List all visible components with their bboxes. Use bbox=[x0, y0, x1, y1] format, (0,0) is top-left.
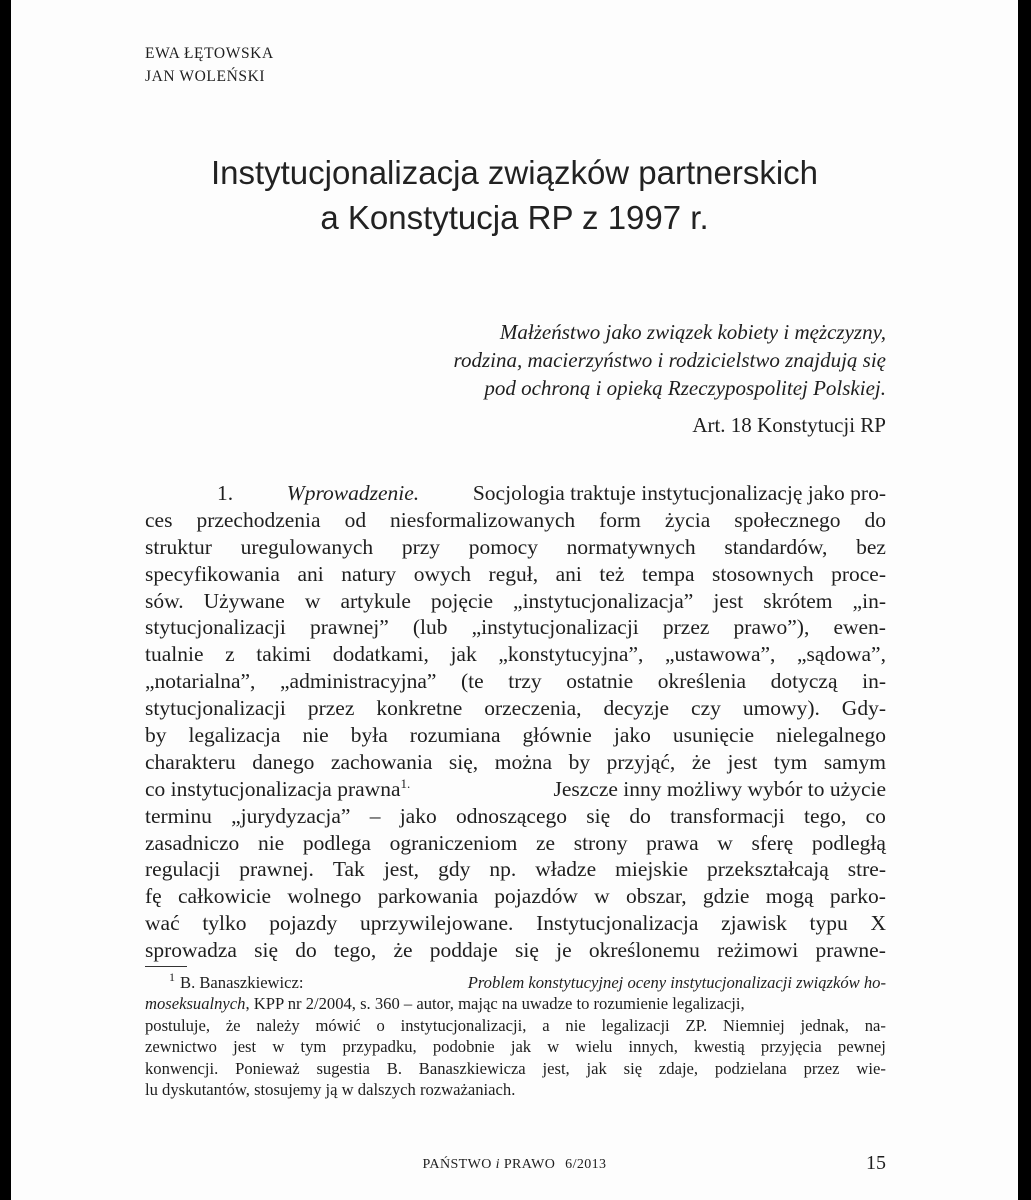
line-part bbox=[145, 776, 410, 803]
word: że bbox=[225, 1015, 241, 1035]
text-line bbox=[145, 749, 886, 776]
word: była bbox=[350, 723, 388, 748]
text-line bbox=[145, 561, 886, 588]
word: w bbox=[594, 884, 610, 909]
word: stytucjonalizacji bbox=[145, 615, 286, 640]
footnote-line bbox=[145, 972, 886, 993]
footnote-line bbox=[145, 1015, 886, 1036]
word: przez bbox=[307, 696, 355, 721]
word: umowy). bbox=[742, 696, 820, 721]
text-line bbox=[145, 776, 886, 803]
text-line bbox=[145, 614, 886, 641]
word: od bbox=[344, 507, 367, 532]
word: – bbox=[369, 803, 381, 828]
word: jako bbox=[399, 803, 437, 828]
word: artykule bbox=[340, 588, 411, 613]
word: przez bbox=[662, 615, 710, 640]
word: mówić bbox=[315, 1015, 361, 1035]
word: by bbox=[145, 723, 167, 748]
footnote-line bbox=[145, 993, 886, 1014]
epigraph-line: rodzina, macierzyństwo i rodzicielstwo znajdują się bbox=[453, 348, 886, 372]
word: samym bbox=[823, 749, 886, 774]
word: tym bbox=[773, 749, 808, 774]
word: je bbox=[556, 938, 572, 963]
word: określonemu bbox=[588, 938, 700, 963]
word: jednak, bbox=[800, 1015, 849, 1035]
word: Ponieważ bbox=[235, 1058, 300, 1078]
word: jak bbox=[586, 1058, 607, 1078]
word: Gdy- bbox=[841, 696, 886, 721]
word: pewnej bbox=[837, 1037, 886, 1057]
word: a bbox=[542, 1015, 550, 1035]
word: czy bbox=[691, 696, 721, 721]
word: „konstytucyjna”, bbox=[498, 642, 644, 667]
footnote bbox=[145, 972, 886, 1100]
word: o bbox=[376, 1015, 385, 1035]
word: „instytucjonalizacja” bbox=[513, 588, 694, 613]
word: należy bbox=[256, 1015, 300, 1035]
word: wielu bbox=[575, 1037, 613, 1057]
word: głównie bbox=[522, 723, 592, 748]
word: jak bbox=[510, 1037, 532, 1057]
word: jest bbox=[233, 1037, 257, 1057]
word: „sądowa”, bbox=[797, 642, 886, 667]
word: parkowania bbox=[377, 884, 479, 909]
word: zdaje, bbox=[658, 1058, 699, 1078]
word: kwestią bbox=[694, 1037, 745, 1057]
word: danego bbox=[252, 749, 315, 774]
word: rozumiana bbox=[409, 723, 501, 748]
word: legalizacji bbox=[601, 1015, 670, 1035]
word: w bbox=[272, 1037, 285, 1057]
text-line bbox=[145, 534, 886, 561]
word: sów. bbox=[145, 588, 184, 613]
word: Instytucjonalizacja bbox=[536, 911, 699, 936]
word: jest bbox=[713, 588, 744, 613]
word: jako bbox=[613, 723, 651, 748]
word: zjawisk bbox=[721, 911, 787, 936]
word: uregulowanych bbox=[240, 534, 374, 559]
word: charakteru bbox=[145, 749, 236, 774]
word: w bbox=[717, 830, 733, 855]
word: sferę bbox=[751, 830, 794, 855]
word: bez bbox=[856, 534, 886, 559]
word: „jurydyzacja” bbox=[231, 803, 351, 828]
word: poddaje bbox=[429, 938, 498, 963]
word: tego, bbox=[333, 938, 377, 963]
epigraph-line: pod ochroną i opieką Rzeczypospolitej Polskiej. bbox=[484, 376, 886, 400]
word: sprowadza bbox=[145, 938, 237, 963]
word: ani bbox=[555, 561, 582, 586]
text-line bbox=[145, 480, 886, 507]
word: Tak bbox=[332, 857, 365, 882]
word: „notarialna”, bbox=[145, 669, 256, 694]
word: przypadku, bbox=[342, 1037, 417, 1057]
line-words: co instytucjonalizacja prawna bbox=[145, 776, 401, 801]
word: ZP. bbox=[685, 1015, 708, 1035]
word: legalizacja bbox=[188, 723, 281, 748]
word: decyzje bbox=[603, 696, 670, 721]
word: że bbox=[691, 749, 711, 774]
journal-name-part: i bbox=[495, 1157, 500, 1172]
word: takimi bbox=[256, 642, 312, 667]
word: się, bbox=[448, 749, 479, 774]
word: ces bbox=[145, 507, 173, 532]
word: orzeczenia, bbox=[484, 696, 582, 721]
word: postuluje, bbox=[145, 1015, 210, 1035]
word: zasadniczo bbox=[145, 830, 240, 855]
word: skrótem bbox=[763, 588, 833, 613]
word: pojazdów bbox=[494, 884, 578, 909]
word: wać bbox=[145, 911, 180, 936]
word: miejskie bbox=[615, 857, 688, 882]
text-line bbox=[145, 668, 886, 695]
word: nie bbox=[565, 1015, 586, 1035]
word: tego, bbox=[803, 803, 847, 828]
word: dotyczą bbox=[770, 669, 838, 694]
section-number: 1. bbox=[217, 481, 234, 505]
word: do bbox=[295, 938, 317, 963]
word: usunięcie bbox=[672, 723, 755, 748]
text-line bbox=[145, 830, 886, 857]
journal-name-part: PAŃSTWO bbox=[422, 1157, 492, 1172]
word: normatywnych bbox=[566, 534, 696, 559]
footnote-lead bbox=[169, 972, 304, 993]
body-text bbox=[145, 480, 886, 964]
word: np. bbox=[489, 857, 517, 882]
word: form bbox=[599, 507, 641, 532]
footnote-reference[interactable]: 1. bbox=[400, 775, 411, 791]
word: na- bbox=[864, 1015, 886, 1035]
word: niesformalizowanych bbox=[390, 507, 576, 532]
word: zewnictwo bbox=[145, 1037, 217, 1057]
word: proce- bbox=[831, 561, 886, 586]
word: gdy bbox=[438, 857, 471, 882]
word: B. bbox=[386, 1058, 402, 1078]
word: zachowania bbox=[330, 749, 433, 774]
word: stosownych bbox=[712, 561, 814, 586]
word: że bbox=[393, 938, 413, 963]
word: X bbox=[870, 911, 886, 936]
text-line bbox=[145, 883, 886, 910]
word: przez bbox=[803, 1058, 840, 1078]
word: Niemniej bbox=[722, 1015, 785, 1035]
word: konkretne bbox=[376, 696, 463, 721]
word: jest, bbox=[383, 857, 420, 882]
word: in- bbox=[862, 669, 886, 694]
word: konwencji. bbox=[145, 1058, 219, 1078]
word: tylko bbox=[202, 911, 247, 936]
word: Banaszkiewicza bbox=[418, 1058, 526, 1078]
word: reguł, bbox=[488, 561, 539, 586]
word: ostatnie bbox=[566, 669, 634, 694]
word: pomocy bbox=[468, 534, 538, 559]
word: w bbox=[547, 1037, 560, 1057]
word: podzielana bbox=[714, 1058, 787, 1078]
word: stytucjonalizacji bbox=[145, 696, 286, 721]
epigraph bbox=[454, 318, 886, 402]
word: innych, bbox=[628, 1037, 678, 1057]
author-name: JAN WOLEŃSKI bbox=[145, 68, 266, 85]
word: całkowicie bbox=[177, 884, 272, 909]
word: się bbox=[586, 803, 611, 828]
word: jak bbox=[450, 642, 477, 667]
word: przekształcają bbox=[707, 857, 829, 882]
word: instytucjonalizacji, bbox=[400, 1015, 527, 1035]
page-number: 15 bbox=[866, 1152, 886, 1174]
word: wolnego bbox=[287, 884, 362, 909]
word: (te bbox=[460, 669, 484, 694]
article-title bbox=[11, 150, 1018, 240]
word: pojęcie bbox=[430, 588, 493, 613]
word: przechodzenia bbox=[196, 507, 321, 532]
word: by bbox=[568, 749, 591, 774]
word: strony bbox=[573, 830, 628, 855]
word: przyjęcia bbox=[760, 1037, 822, 1057]
word: „in- bbox=[852, 588, 886, 613]
word: jest, bbox=[542, 1058, 570, 1078]
word: mogą bbox=[765, 884, 814, 909]
footnote-author: B. Banaszkiewicz: bbox=[180, 973, 304, 992]
journal-issue: 6/2013 bbox=[565, 1157, 607, 1172]
word: prawa bbox=[646, 830, 699, 855]
word: uprzywilejowane. bbox=[359, 911, 514, 936]
text-line bbox=[145, 910, 886, 937]
word: nielegalnego bbox=[776, 723, 886, 748]
word: się bbox=[254, 938, 279, 963]
word: struktur bbox=[145, 534, 212, 559]
word: z bbox=[225, 642, 235, 667]
authors bbox=[145, 42, 274, 88]
word: się bbox=[515, 938, 539, 963]
word: do bbox=[629, 803, 651, 828]
text-line bbox=[145, 803, 886, 830]
word: ewen- bbox=[833, 615, 886, 640]
document-page bbox=[11, 0, 1018, 1200]
epigraph-source: Art. 18 Konstytucji RP bbox=[692, 413, 886, 437]
word: regulacji bbox=[145, 857, 221, 882]
text-line bbox=[145, 856, 886, 883]
journal-name-part: PRAWO bbox=[503, 1157, 556, 1172]
word: reżimowi bbox=[717, 938, 799, 963]
word: jest bbox=[727, 749, 758, 774]
word: fę bbox=[145, 884, 162, 909]
word: „instytucjonalizacji bbox=[471, 615, 639, 640]
footnote-number: 1 bbox=[169, 970, 175, 985]
word: sugestia bbox=[316, 1058, 370, 1078]
word: „ustawowa”, bbox=[664, 642, 776, 667]
footnote-line bbox=[145, 1036, 886, 1057]
word: trzy bbox=[508, 669, 542, 694]
word: się bbox=[623, 1058, 643, 1078]
word: przyjąć, bbox=[606, 749, 676, 774]
text-line bbox=[145, 937, 886, 964]
text-line bbox=[145, 588, 886, 615]
word: terminu bbox=[145, 803, 212, 828]
word: też bbox=[599, 561, 625, 586]
footnote-words: , KPP nr 2/2004, s. 360 – autor, mając na uwadze to rozumienie legalizacji, bbox=[245, 994, 745, 1014]
title-line: a Konstytucja RP z 1997 r. bbox=[320, 199, 709, 236]
word: obszar, bbox=[625, 884, 687, 909]
word: ze bbox=[535, 830, 556, 855]
section-heading: Wprowadzenie. bbox=[286, 481, 420, 505]
word: natury bbox=[341, 561, 397, 586]
word: podlega bbox=[302, 830, 371, 855]
word: „administracyjna” bbox=[280, 669, 437, 694]
footnote-cited-title: Problem konstytucyjnej oceny instytucjonalizacji związków ho- bbox=[467, 973, 886, 992]
word: można bbox=[494, 749, 553, 774]
word: ograniczeniom bbox=[389, 830, 518, 855]
word: prawnej. bbox=[239, 857, 314, 882]
word: tym bbox=[300, 1037, 327, 1057]
line-words: Socjologia traktuje instytucjonalizację jako pro- bbox=[472, 481, 886, 505]
text-line bbox=[145, 507, 886, 534]
text-line bbox=[145, 722, 886, 749]
footnote-line: lu dyskutantów, stosujemy ją w dalszych rozważaniach. bbox=[145, 1079, 516, 1099]
word: podobnie bbox=[432, 1037, 495, 1057]
word: władze bbox=[535, 857, 597, 882]
footnote-divider bbox=[145, 966, 187, 967]
epigraph-line: Małżeństwo jako związek kobiety i mężczyzny, bbox=[499, 320, 886, 344]
word: Używane bbox=[203, 588, 285, 613]
word: wie- bbox=[856, 1058, 886, 1078]
footnote-cited-title bbox=[145, 993, 745, 1014]
word: standardów, bbox=[724, 534, 828, 559]
word: gdzie bbox=[702, 884, 750, 909]
word: transformacji bbox=[670, 803, 785, 828]
word: nie bbox=[257, 830, 285, 855]
word: określenia bbox=[657, 669, 747, 694]
word: stre- bbox=[847, 857, 886, 882]
word: (lub bbox=[412, 615, 448, 640]
word: ani bbox=[297, 561, 324, 586]
word: prawo”), bbox=[733, 615, 810, 640]
line-words: Jeszcze inny możliwy wybór to użycie bbox=[553, 776, 886, 801]
author-name: EWA ŁĘTOWSKA bbox=[145, 45, 274, 62]
word: typu bbox=[809, 911, 848, 936]
word: dodatkami, bbox=[332, 642, 429, 667]
word: odnoszącego bbox=[455, 803, 568, 828]
word: specyfikowania bbox=[145, 561, 280, 586]
word: podległą bbox=[811, 830, 886, 855]
word: parko- bbox=[829, 884, 886, 909]
word: pojazdy bbox=[269, 911, 338, 936]
text-line bbox=[145, 695, 886, 722]
footnote-cited-title-end: moseksualnych bbox=[145, 994, 246, 1014]
text-line bbox=[145, 641, 886, 668]
word: w bbox=[304, 588, 321, 613]
footnote-line bbox=[145, 1058, 886, 1079]
word: co bbox=[865, 803, 886, 828]
word: nie bbox=[302, 723, 329, 748]
word: do bbox=[864, 507, 886, 532]
word: owych bbox=[413, 561, 472, 586]
word: prawnej” bbox=[310, 615, 389, 640]
word: życia bbox=[664, 507, 711, 532]
word: tualnie bbox=[145, 642, 204, 667]
word: tempa bbox=[641, 561, 695, 586]
title-line: Instytucjonalizacja związków partnerskich bbox=[210, 154, 819, 191]
word: społecznego bbox=[734, 507, 841, 532]
word: prawne- bbox=[815, 938, 886, 963]
word: przy bbox=[401, 534, 441, 559]
